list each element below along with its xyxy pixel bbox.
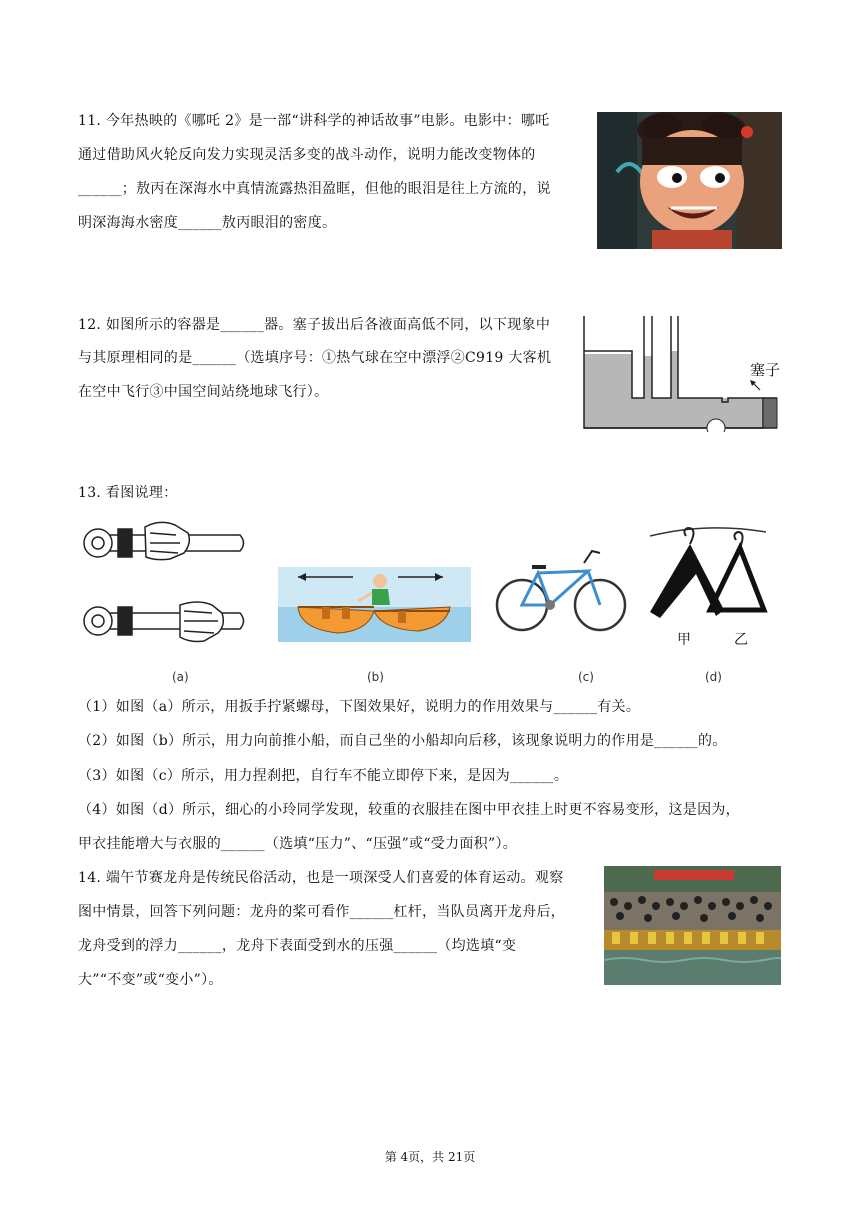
q13-item-4-cont: 甲衣挂能增大与衣服的______（选填“压力”、“压强”或“受力面积”）。 (78, 836, 518, 852)
q13-item-1: （1）如图（a）所示，用扳手拧紧螺母，下图效果好，说明力的作用效果与______有关。 (78, 699, 641, 715)
q11-line-2: 通过借助风火轮反向发力实现灵活多变的战斗动作，说明力能改变物体的 (78, 147, 536, 163)
q11-line-4: 明深海海水密度______敖丙眼泪的密度。 (78, 215, 337, 231)
hanger-label-jia: 甲 (677, 632, 691, 648)
q12-line-2: 与其原理相同的是______（选填序号：①热气球在空中漂浮②C919 大客机 (78, 350, 552, 366)
boats-figure (278, 567, 471, 642)
q13-item-4: （4）如图（d）所示，细心的小玲同学发现，较重的衣服挂在图中甲衣挂上时更不容易变形，这是因为， (78, 802, 740, 818)
caption-b: (b) (367, 670, 384, 684)
q14-line-3: 龙舟受到的浮力______，龙舟下表面受到水的压强______（均选填“变 (78, 938, 517, 954)
q14-line-1: 14. 端午节赛龙舟是传统民俗活动，也是一项深受人们喜爱的体育运动。观察 (78, 870, 564, 886)
q14-line-2: 图中情景，回答下列问题：龙舟的桨可看作______杠杆，当队员离开龙舟后， (78, 904, 566, 920)
wrench-figure (80, 513, 250, 661)
caption-d: (d) (705, 670, 722, 684)
plug-label: 塞子 (750, 361, 781, 379)
caption-a: (a) (172, 670, 189, 684)
bicycle-figure (492, 543, 632, 638)
connected-vessel-figure (580, 316, 785, 432)
q13-title: 13. 看图说理： (78, 485, 178, 501)
q13-item-2: （2）如图（b）所示，用力向前推小船，而自己坐的小船却向后移，该现象说明力的作用是______的。 (78, 733, 727, 749)
q13-item-3: （3）如图（c）所示，用力捏刹把，自行车不能立即停下来，是因为______。 (78, 768, 569, 784)
nezha-movie-image (597, 112, 782, 249)
dragon-boat-photo (604, 866, 781, 985)
q12-line-3: 在空中飞行③中国空间站绕地球飞行）。 (78, 384, 329, 400)
caption-c: (c) (578, 670, 594, 684)
page-footer: 第 4页，共 21页 (384, 1150, 476, 1164)
hangers-figure (642, 520, 772, 655)
q11-line-3: ______；敖丙在深海水中真情流露热泪盈眶，但他的眼泪是往上方流的，说 (78, 181, 551, 197)
q14-line-4: 大”“不变”或“变小”）。 (78, 972, 223, 988)
q11-line-1: 11. 今年热映的《哪吒 2》是一部“讲科学的神话故事”电影。电影中：哪吒 (78, 113, 550, 129)
q12-line-1: 12. 如图所示的容器是______器。塞子拔出后各液面高低不同，以下现象中 (78, 317, 551, 333)
hanger-label-yi: 乙 (734, 632, 748, 648)
